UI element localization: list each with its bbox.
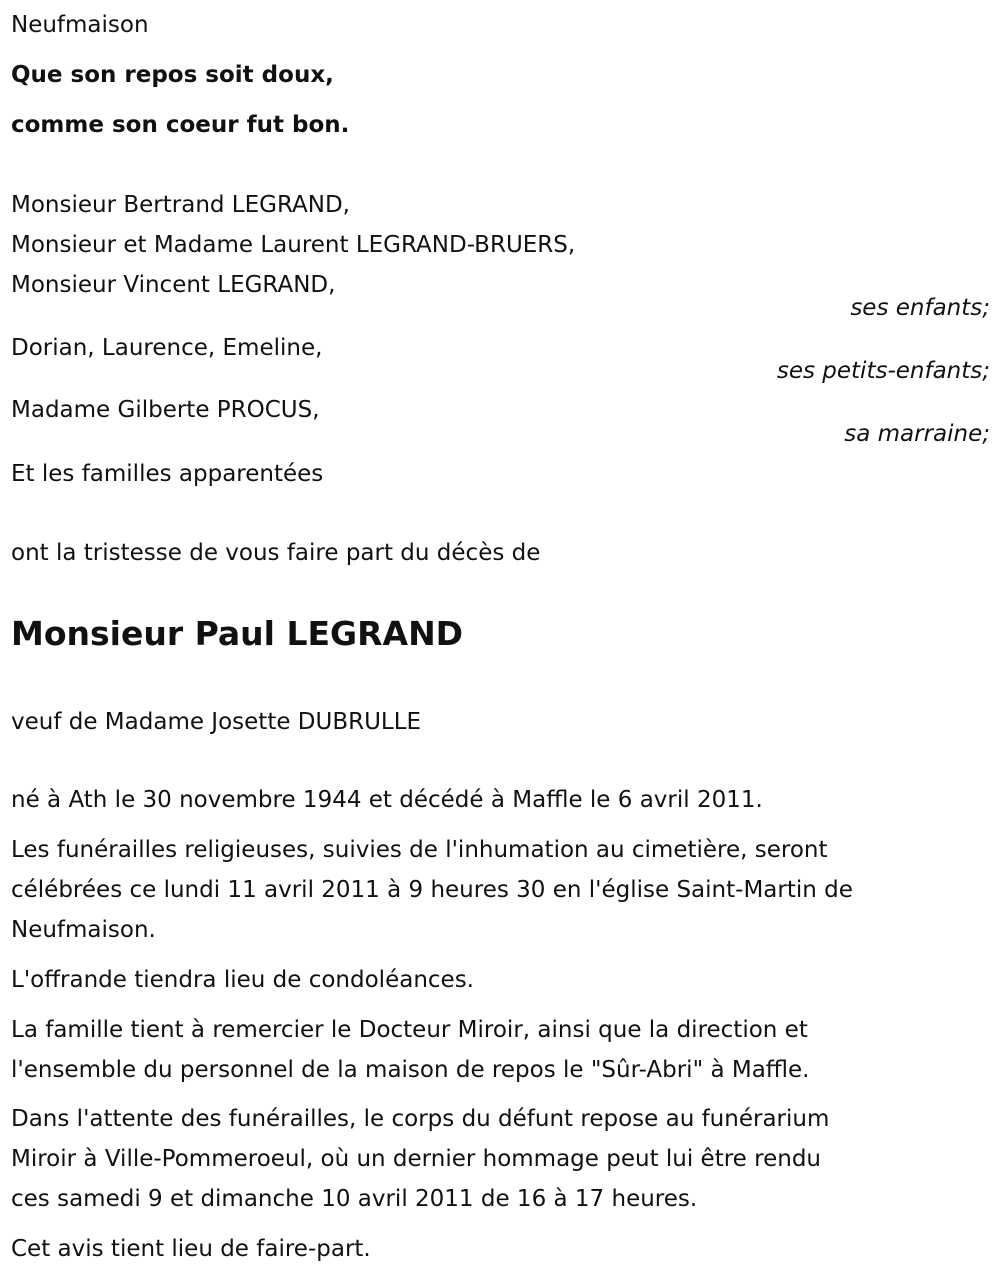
families: Et les familles apparentées — [11, 461, 324, 487]
funeral-line: Les funérailles religieuses, suivies de l'inhumation au cimetière, seront — [11, 837, 828, 863]
closing: Cet avis tient lieu de faire-part. — [11, 1236, 371, 1262]
epitaph-line: comme son coeur fut bon. — [11, 112, 350, 138]
announcement: ont la tristesse de vous faire part du décès de — [11, 540, 541, 566]
offering: L'offrande tiendra lieu de condoléances. — [11, 967, 474, 993]
birth-death: né à Ath le 30 novembre 1944 et décédé à Maffle le 6 avril 2011. — [11, 787, 763, 813]
grandchildren: Dorian, Laurence, Emeline, — [11, 335, 323, 361]
children-role: ses enfants; — [850, 295, 990, 321]
thanks-line: l'ensemble du personnel de la maison de repos le "Sûr-Abri" à Maffle. — [11, 1057, 810, 1083]
grandchildren-role: ses petits-enfants; — [776, 358, 990, 384]
place: Neufmaison — [11, 12, 149, 38]
thanks-line: La famille tient à remercier le Docteur Miroir, ainsi que la direction et — [11, 1017, 808, 1043]
epitaph-line: Que son repos soit doux, — [11, 62, 334, 88]
viewing-line: ces samedi 9 et dimanche 10 avril 2011 de 16 à 17 heures. — [11, 1186, 698, 1212]
viewing-line: Dans l'attente des funérailles, le corps du défunt repose au funérarium — [11, 1106, 830, 1132]
child: Monsieur Vincent LEGRAND, — [11, 272, 336, 298]
funeral-line: Neufmaison. — [11, 917, 156, 943]
widower: veuf de Madame Josette DUBRULLE — [11, 709, 422, 735]
viewing-line: Miroir à Ville-Pommeroeul, où un dernier hommage peut lui être rendu — [11, 1146, 821, 1172]
godmother-role: sa marraine; — [844, 421, 990, 447]
godmother: Madame Gilberte PROCUS, — [11, 397, 320, 423]
funeral-line: célébrées ce lundi 11 avril 2011 à 9 heures 30 en l'église Saint-Martin de — [11, 877, 853, 903]
child: Monsieur Bertrand LEGRAND, — [11, 192, 350, 218]
child: Monsieur et Madame Laurent LEGRAND-BRUERS, — [11, 232, 576, 258]
deceased-name: Monsieur Paul LEGRAND — [11, 614, 464, 653]
